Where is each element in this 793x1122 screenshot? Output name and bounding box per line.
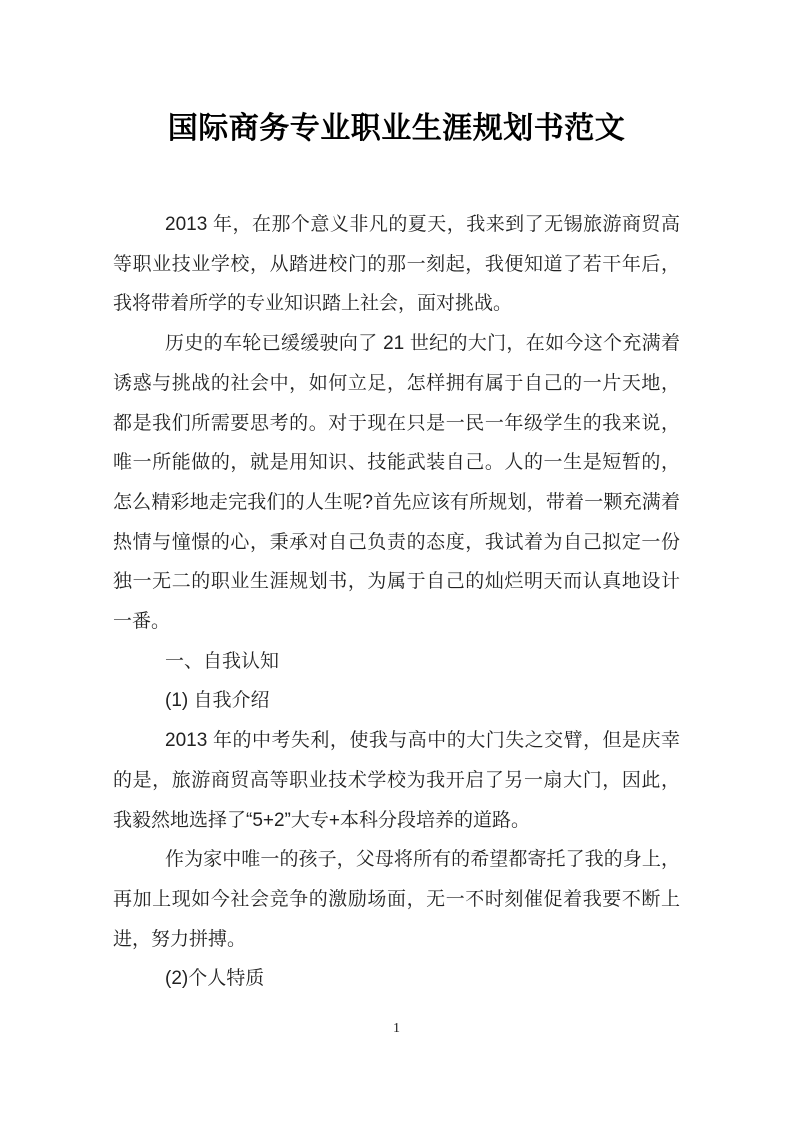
subsection-2-heading: (2)个人特质: [165, 968, 265, 990]
page-number: 1: [393, 1021, 400, 1036]
document-body: [113, 205, 680, 999]
section-1-heading: 一、自我认知: [165, 650, 280, 672]
history-paragraph: 历史的车轮已缓缓驶向了 21 世纪的大门，在如今这个充满着诱惑与挑战的社会中，如何立足，怎样拥有属于自己的一片天地，都是我们所需要思考的。对于现在只是一民一年级学生的我来说，唯一所能做的，就是用知识、技能武装自己。人的一生是短暂的，怎么精彩地走完我们的人生呢?首先应该有所规划，带着一颗充满着热情与憧憬的心，秉承对自己负责的态度，我试着为自己拟定一份独一无二的职业生涯规划书，为属于自己的灿烂明天而认真地设计一番。: [113, 333, 680, 633]
family-paragraph: 作为家中唯一的孩子，父母将所有的希望都寄托了我的身上，再加上现如今社会竞争的激励场面，无一不时刻催促着我要不断上进，努力拼搏。: [113, 849, 680, 950]
subsection-1-heading: (1) 自我介绍: [165, 690, 270, 712]
document-title: 国际商务专业职业生涯规划书范文: [167, 112, 626, 145]
self-intro-paragraph: 2013 年的中考失利，使我与高中的大门失之交臂，但是庆幸的是，旅游商贸高等职业技术学校为我开启了另一扇大门，因此，我毅然地选择了“5+2”大专+本科分段培养的道路。: [113, 730, 680, 831]
intro-paragraph: 2013 年，在那个意义非凡的夏天，我来到了无锡旅游商贸高等职业技业学校，从踏进校门的那一刻起，我便知道了若干年后，我将带着所学的专业知识踏上社会，面对挑战。: [113, 214, 680, 315]
